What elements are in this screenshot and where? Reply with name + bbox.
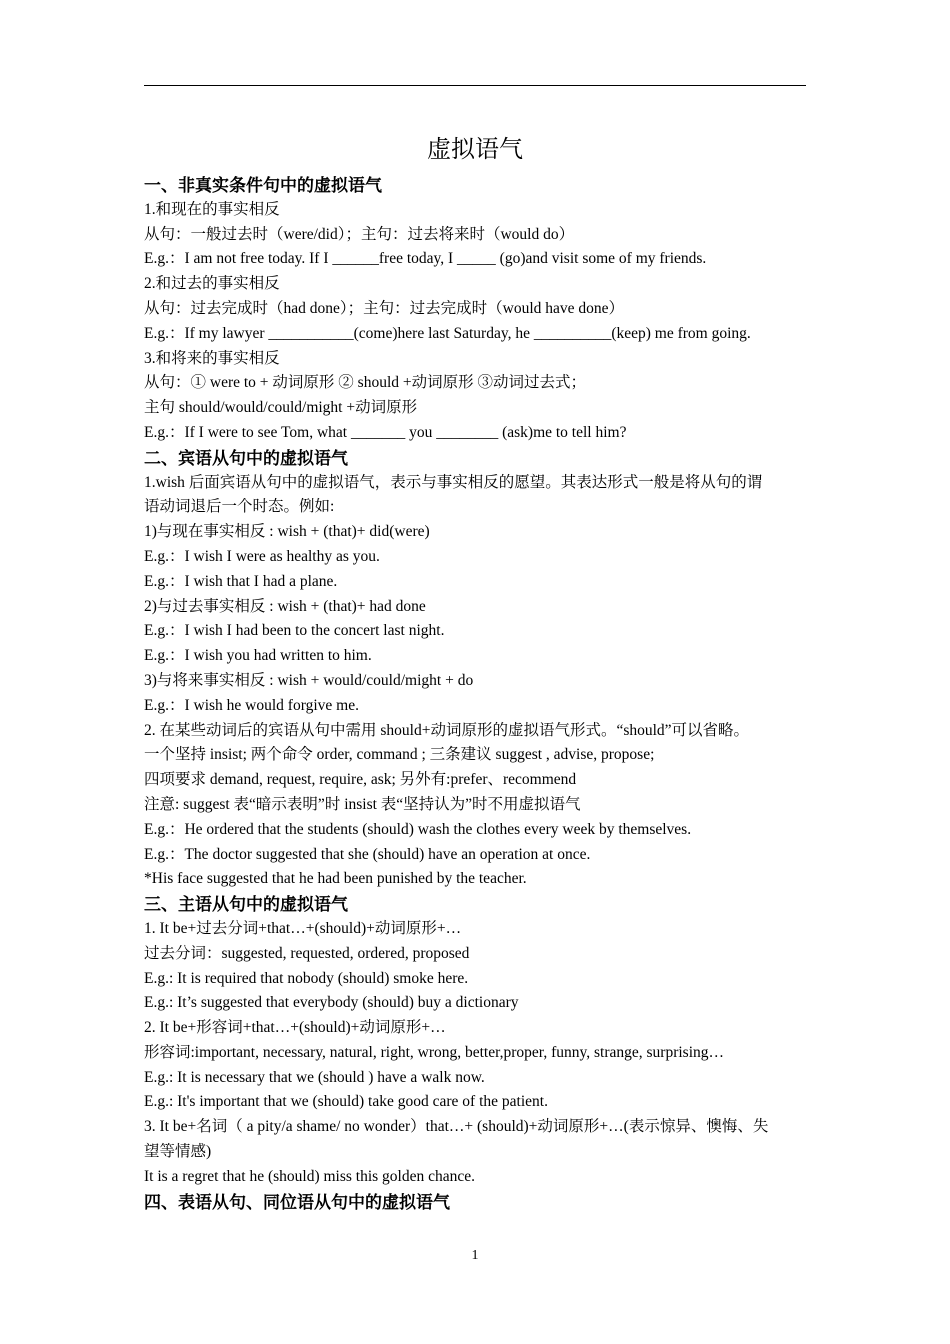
section-heading: 三、主语从句中的虚拟语气 bbox=[144, 895, 348, 916]
body-line: E.g.: It is required that nobody (should) smoke here. bbox=[144, 969, 469, 987]
body-line: 1.和现在的事实相反 bbox=[144, 200, 280, 218]
section-heading: 一、非真实条件句中的虚拟语气 bbox=[144, 176, 382, 196]
body-line: 一个坚持 insist; 两个命令 order, command ; 三条建议 suggest , advise, propose; bbox=[144, 746, 655, 764]
body-line: 四项要求 demand, request, require, ask; 另外有:prefer、recommend bbox=[144, 771, 577, 789]
body-line: 从句：过去完成时（had done）；主句：过去完成时（would have done） bbox=[144, 299, 625, 317]
body-line: E.g.：If my lawyer ___________(come)here last Saturday, he __________(keep) me from going. bbox=[144, 324, 751, 342]
body-line: 2.和过去的事实相反 bbox=[144, 275, 280, 293]
section-heading: 二、宾语从句中的虚拟语气 bbox=[144, 448, 348, 469]
body-line: E.g.：I am not free today. If I ______free today, I _____ (go)and visit some of my friends. bbox=[144, 250, 707, 268]
document-body bbox=[144, 173, 808, 1214]
document-title: 虚拟语气 bbox=[427, 135, 523, 163]
body-line: 望等情感) bbox=[144, 1143, 212, 1161]
body-line: *His face suggested that he had been punished by the teacher. bbox=[144, 870, 527, 888]
body-line: E.g.：If I were to see Tom, what _______ you ________ (ask)me to tell him? bbox=[144, 423, 627, 441]
page-number: 1 bbox=[471, 1248, 479, 1263]
body-line: 1. It be+过去分词+that…+(should)+动词原形+… bbox=[144, 919, 462, 937]
body-line: 1)与现在事实相反 : wish + (that)+ did(were) bbox=[144, 523, 430, 541]
body-line: 2)与过去事实相反 : wish + (that)+ had done bbox=[144, 597, 426, 615]
section-heading: 四、表语从句、同位语从句中的虚拟语气 bbox=[144, 1192, 450, 1213]
body-line: E.g.：I wish he would forgive me. bbox=[144, 696, 359, 714]
body-line: E.g.：I wish I had been to the concert last night. bbox=[144, 622, 445, 640]
body-line: E.g.：I wish I were as healthy as you. bbox=[144, 547, 380, 565]
body-line: 语动词退后一个时态。例如: bbox=[144, 498, 335, 516]
body-line: E.g.: It is necessary that we (should ) have a walk now. bbox=[144, 1068, 485, 1086]
body-line: 主句 should/would/could/might +动词原形 bbox=[144, 399, 418, 417]
body-line: 从句：一般过去时（were/did）；主句：过去将来时（would do） bbox=[144, 225, 575, 243]
body-line: 形容词:important, necessary, natural, right, wrong, better,proper, funny, strange, surprising… bbox=[144, 1043, 725, 1061]
body-line: 3. It be+名词（ a pity/a shame/ no wonder）that…+ (should)+动词原形+…(表示惊异、懊悔、失 bbox=[144, 1118, 769, 1136]
header-rule bbox=[144, 85, 806, 86]
body-line: 2. It be+形容词+that…+(should)+动词原形+… bbox=[144, 1019, 446, 1037]
body-line: It is a regret that he (should) miss this golden chance. bbox=[144, 1167, 476, 1185]
body-line: E.g.：I wish you had written to him. bbox=[144, 647, 372, 665]
body-line: E.g.：He ordered that the students (should) wash the clothes every week by themselves. bbox=[144, 820, 692, 838]
body-line: E.g.: It’s suggested that everybody (should) buy a dictionary bbox=[144, 994, 519, 1012]
body-line: E.g.：I wish that I had a plane. bbox=[144, 572, 338, 590]
body-line: 2. 在某些动词后的宾语从句中需用 should+动词原形的虚拟语气形式。“should”可以省略。 bbox=[144, 721, 750, 739]
body-line: E.g.: It's important that we (should) take good care of the patient. bbox=[144, 1093, 548, 1111]
body-line: 1.wish 后面宾语从句中的虚拟语气，表示与事实相反的愿望。其表达形式一般是将从句的谓 bbox=[144, 473, 763, 491]
body-line: 从句：① were to + 动词原形 ② should +动词原形 ③动词过去式； bbox=[144, 374, 586, 392]
body-line: 3.和将来的事实相反 bbox=[144, 349, 280, 367]
body-line: 3)与将来事实相反 : wish + would/could/might + do bbox=[144, 671, 474, 689]
body-line: E.g.：The doctor suggested that she (should) have an operation at once. bbox=[144, 845, 591, 863]
body-line: 过去分词：suggested, requested, ordered, proposed bbox=[144, 944, 470, 962]
body-line: 注意: suggest 表“暗示表明”时 insist 表“坚持认为”时不用虚拟语气 bbox=[144, 795, 581, 813]
